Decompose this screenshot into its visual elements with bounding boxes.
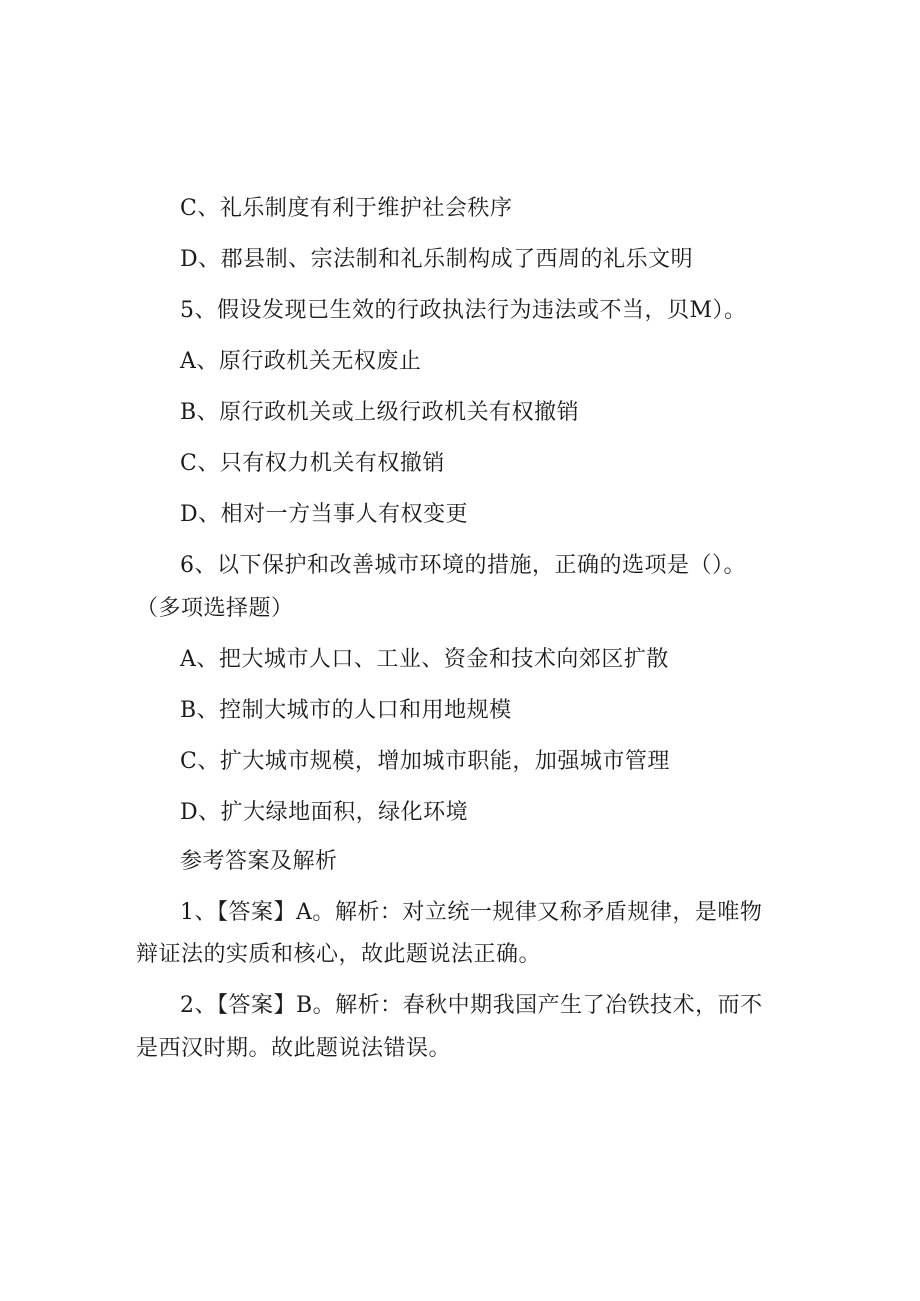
q5-option-d: D、相对一方当事人有权变更 xyxy=(180,502,469,527)
q6-option-b: B、控制大城市的人口和用地规模 xyxy=(180,698,512,723)
answers-heading: 参考答案及解析 xyxy=(180,849,338,874)
q5-question: 5、假设发现已生效的行政执法行为违法或不当，贝M）。 xyxy=(180,298,747,323)
answer-1: 1、【答案】A。解析：对立统一规律又称矛盾规律，是唯物 xyxy=(180,900,763,925)
q4-option-d: D、郡县制、宗法制和礼乐制构成了西周的礼乐文明 xyxy=(180,247,694,272)
q6-question: 6、以下保护和改善城市环境的措施，正确的选项是（）。 xyxy=(180,553,746,578)
q6-question-continuation: （多项选择题） xyxy=(136,596,294,621)
answer-2: 2、【答案】B。解析：春秋中期我国产生了冶铁技术，而不 xyxy=(180,993,763,1018)
q5-option-b: B、原行政机关或上级行政机关有权撤销 xyxy=(180,400,580,425)
answer-2-continuation: 是西汉时期。故此题说法错误。 xyxy=(136,1036,452,1061)
q6-option-a: A、把大城市人口、工业、资金和技术向郊区扩散 xyxy=(180,647,669,672)
q6-option-d: D、扩大绿地面积，绿化环境 xyxy=(180,800,469,825)
q5-option-a: A、原行政机关无权废止 xyxy=(180,349,422,374)
q6-option-c: C、扩大城市规模，增加城市职能，加强城市管理 xyxy=(180,749,670,774)
q5-option-c: C、只有权力机关有权撤销 xyxy=(180,451,445,476)
q4-option-c: C、礼乐制度有利于维护社会秩序 xyxy=(180,196,513,221)
answer-1-continuation: 辩证法的实质和核心，故此题说法正确。 xyxy=(136,942,542,967)
